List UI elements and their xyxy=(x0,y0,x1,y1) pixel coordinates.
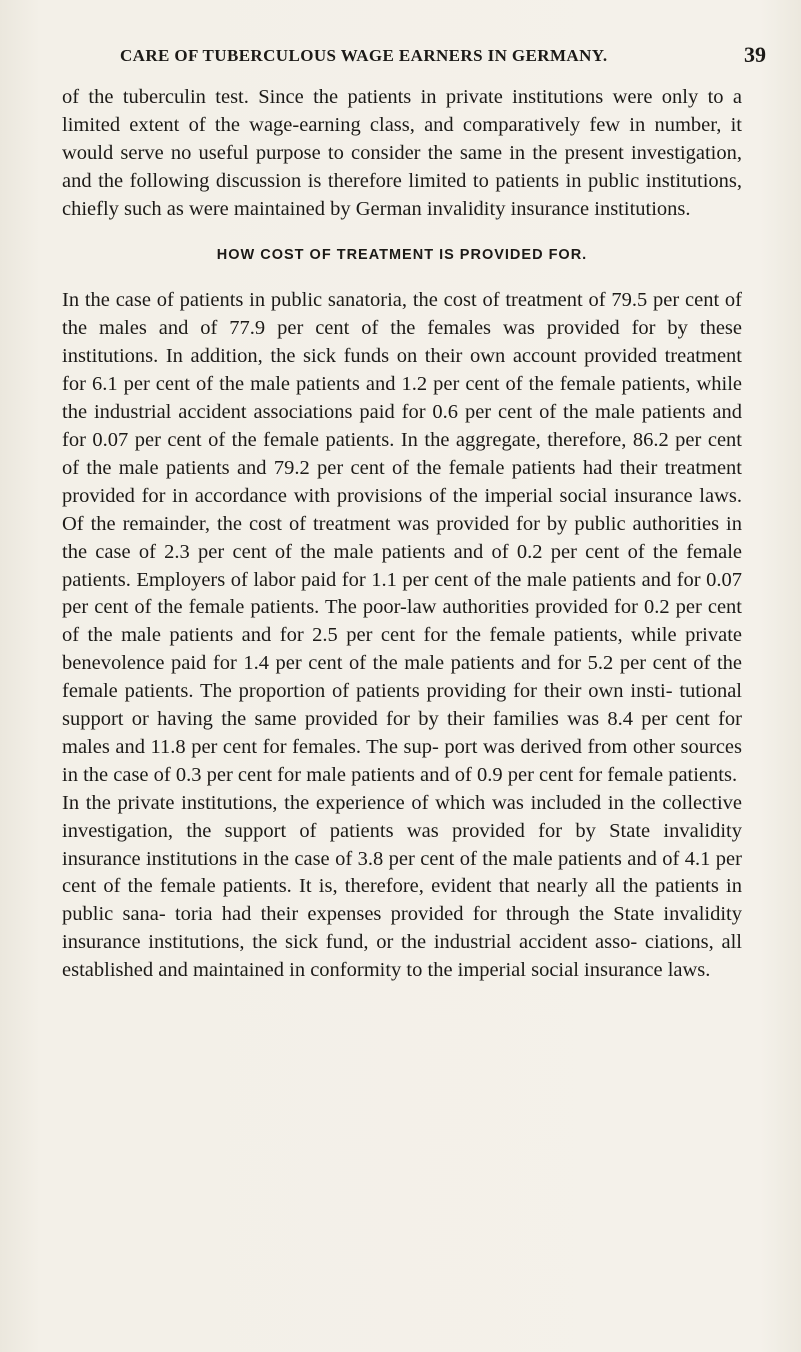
running-head: CARE OF TUBERCULOUS WAGE EARNERS IN GERMANY. xyxy=(120,46,608,65)
page-number: 39 xyxy=(744,42,766,67)
paragraph-cost-of-treatment: In the case of patients in public sanatoria, the cost of treatment of 79.5 per cent of the males and of 77.9 per cent of the females was provided for by these institutions. In addition, the sick funds on their own account provided treatment for 6.1 per cent of the male patients and 1.2 per cent of the female patients, while the industrial accident associations paid for 0.6 per cent of the male patients and for 0.07 per cent of the female patients. In the aggregate, therefore, 86.2 per cent of the male patients and 79.2 per cent of the female patients had their treatment provided for in accordance with provisions of the imperial social insurance laws. Of the remainder, the cost of treatment was provided for by public authorities in the case of 2.3 per cent of the male patients and of 0.2 per cent of the female patients. Employers of labor paid for 1.1 per cent of the male patients and for 0.07 per cent of the female patients. The poor-law authorities provided for 0.2 per cent of the male patients and for 2.5 per cent for the female patients, while private benevolence paid for 1.4 per cent of the male patients and for 5.2 per cent of the female patients. The proportion of patients providing for their own insti- tutional support or having the same provided for by their families was 8.4 per cent for males and 11.8 per cent for females. The sup- port was derived from other sources in the case of 0.3 per cent for male patients and of 0.9 per cent for female patients. xyxy=(62,289,742,786)
paragraph-continuation: of the tuberculin test. Since the patients in private institutions were only to a limited extent of the wage-earning class, and comparatively few in number, it would serve no useful purpose to consider the same in the present investigation, and the following discussion is therefore limited to patients in public institutions, chiefly such as were maintained by German invalidity insurance institutions. xyxy=(62,86,742,220)
paragraph-private-institutions: In the private institutions, the experience of which was included in the collective investigation, the support of patients was provided for by State invalidity insurance institutions in the case of 3.8 per cent of the male patients and of 4.1 per cent of the female patients. It is, therefore, evident that nearly all the patients in public sana- toria had their expenses provided for through the State invalidity insurance institutions, the sick fund, or the industrial accident asso- ciations, all established and maintained in conformity to the imperial social insurance laws. xyxy=(62,791,742,982)
body-text xyxy=(62,84,742,985)
section-heading: HOW COST OF TREATMENT IS PROVIDED FOR. xyxy=(216,246,588,263)
